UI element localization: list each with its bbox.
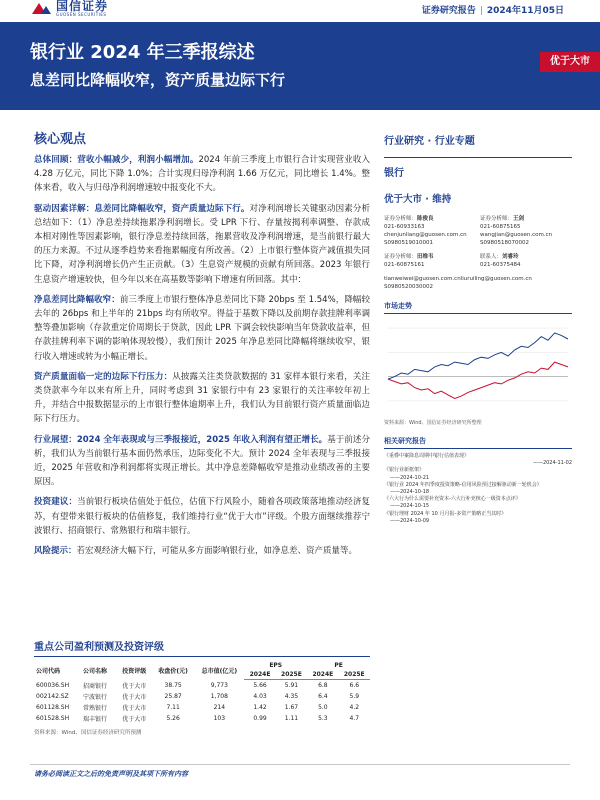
analyst-email-link[interactable]: chenjunliang@guosen.com.cn [384,232,467,238]
related-report-link[interactable]: 《银行业 2024 年四季度投资策略-信用风险预过接解驱动新一轮机会》 [384,481,542,488]
forecast-table-section [34,638,370,736]
shared-email-link[interactable]: tianweiwei@guosen.com.cnliuruiling@guosen.com.cn [384,276,532,282]
related-report-date: ——2024-10-18 [390,489,430,496]
footer-divider [30,764,570,765]
paragraph-risk: 风险提示：若宏观经济大幅下行，可能从多方面影响银行业，如净息差、资产质量等。 [34,546,358,557]
col-mktcap: 总市值(亿元) [201,667,238,675]
paragraph-outlook: 行业展望：2024 全年表现或与三季报接近，2025 年收入利润有望正增长。基于前述分析，我们认为当前银行基本面仍然承压，边际变化不大。预计 2024 全年表现与三季报接近，2025 年营收和净利润都将实现正增长。其中净息差降幅收窄是推动业绩改善的主要原因。 [34,434,370,488]
paragraph-asset-quality: 资产质量面临一定的边际下行压力：从披露关注类贷款数据的 31 家样本银行来看，关注类贷款率今年以来有所上升，同时考虑到 31 家银行中有 23 家银行的关注率较年初上升，并结合中报数据显示的上市银行整体逾期率上升，我们认为目前银行资产质量面临边际下行压力。 [34,371,370,425]
brand-name-cn: 国信证券 [56,0,109,13]
report-date: 2024年11月05日 [486,6,564,16]
analyst-card: 证券分析师：王剑 021-60875165 wangjian@guosen.com.cn S0980518070002 [480,215,572,247]
table-row: 002142.SZ 宁波银行 优于大市 25.87 1,708 4.03 4.35 6.4 5.9 [36,692,360,701]
analyst-card: 证券分析师：陈俊良 021-60933163 chenjunliang@guosen.com.cn S0980519010001 [384,215,480,247]
col-pe-2025: 2025E [339,670,370,680]
related-report-link[interactable]: 《银行理财 2024 年 10 月月报-多资产策略正当其时》 [384,510,507,517]
market-trend-chart [384,318,572,413]
brand-name-en: GUOSEN SECURITIES [56,12,107,17]
related-report-date: ——2024-10-21 [390,474,430,481]
divider [384,157,572,158]
col-eps: EPS [269,662,283,669]
analyst-card: 联系人：刘睿玲 021-60375484 [480,254,521,268]
report-type: 证券研究报告 [421,6,476,16]
related-report-link[interactable]: 《重叠中案降息周期中银行估值表现》 [384,453,470,459]
shared-contact: tianweiwei@guosen.com.cnliuruiling@guosen.com.cn S0980520030002 [384,275,572,291]
table-source: 资料来源：Wind、国信证券经济研究所预测 [34,729,142,736]
analyst-list [384,215,572,291]
col-rating: 投资评级 [122,667,147,675]
report-subtitle: 息差同比降幅收窄，资产质量边际下行 [30,71,286,89]
title-banner [0,22,600,110]
col-name: 公司名称 [83,667,108,675]
analyst-card: 证券分析师：田维韦 021-60875161 [384,254,434,268]
rating-badge: 优于大市 [540,52,600,72]
core-views [34,128,370,564]
analyst-email-link[interactable]: wangjian@guosen.com.cn [480,232,553,238]
chart-series-line-0 [388,333,568,379]
sidebar [384,132,572,525]
top-header [0,0,600,22]
col-eps-2025: 2025E [276,670,307,680]
brand-logo [32,0,108,17]
paragraph-overview: 总体回顾：营收小幅减少，利润小幅增加。2024 年前三季度上市银行合计实现营业收入 4.28 万亿元，同比下降 1.0%；合计实现归母净利润 1.66 万亿元，同比增长 1.4%。整体来看，收入与归母净利润增速较中报变化不大。 [34,155,370,194]
col-eps-2024: 2024E [244,670,275,680]
related-reports-title: 相关研究报告 [384,436,572,449]
core-views-heading: 核心观点 [34,132,87,147]
footer-disclaimer[interactable]: 请务必阅读正文之后的免责声明及其项下所有内容 [34,770,188,778]
related-report-link[interactable]: 《银行业新框架》 [384,467,425,474]
related-report-date: ——2024-10-09 [390,517,430,524]
table-row: 601128.SH 常熟银行 优于大市 7.11 214 1.42 1.67 5.0 4.2 [36,703,360,712]
chart-source: 资料来源：Wind、国信证券经济研究所整理 [384,420,482,426]
paragraph-drivers: 驱动因素详解：息差同比降幅收窄，资产质量边际下行。对净利润增长关键驱动因素分析总结如下：（1）净息差持续拖累净利润增长。受 LPR 下行、存量按揭利率调整、存款成本相对刚性等因素影响，银行净息差持续回落，拖累营收及净利润增速，是当前银行最大的压力来源。不过从逐季趋势来看拖累幅度有所改善。（2）上市银行整体资产减值损失同比下降，对净利润增长仍产生正贡献。（3）生息资产规模的贡献有所回落。2023 年银行生息资产增速较快，但今年以来在高基数等影响下增速有所回落。其中： [34,203,370,285]
related-reports-list [384,453,572,525]
industry-rating: 优于大市 · 维持 [384,194,452,205]
table-row: 601528.SH 瑞丰银行 优于大市 5.26 103 0.99 1.11 5.3 4.7 [36,714,360,723]
col-code: 公司代码 [36,667,61,675]
chart-series-line-1 [388,362,568,398]
report-title: 银行业 2024 年三季报综述 [30,42,255,63]
related-report-link[interactable]: 《六大行为什么需要补充资本-六大行补充核心一级资本点评》 [384,496,521,503]
table-row: 600036.SH 招商银行 优于大市 38.75 9,773 5.66 5.91 6.8 6.6 [36,681,360,690]
col-pe: PE [334,662,343,669]
col-price: 收盘价(元) [158,667,188,675]
report-category: 行业研究 · 行业专题 [384,136,475,147]
paragraph-nim: 净息差同比降幅收窄：前三季度上市银行整体净息差同比下降 20bps 至 1.54%，降幅较去年的 26bps 和上半年的 21bps 均有所收窄。得益于基数下降以及前期存款挂牌利率调整等叠加影响（存款重定价周期长于贷款，因此 LPR 下调会较快影响当年贷款收益率，但存款挂牌利率下调的影响体现较慢），我们预计 2025 年净息差同比降幅将继续收窄，银行收入增速或转为小幅正增长。 [34,294,370,362]
related-report-date: ——2024-11-02 [532,460,572,467]
col-pe-2024: 2024E [307,670,338,680]
related-report-date: ——2024-10-15 [390,503,430,510]
brand-mark-icon [32,2,52,16]
market-trend-title: 市场走势 [384,301,572,314]
paragraph-investment-advice: 投资建议：当前银行板块估值处于低位，估值下行风险小，随着各项政策落地推动经济复苏，有望带来银行板块的估值修复，我们维持行业“优于大市”评级。个股方面继续推荐宁波银行、招商银行、常熟银行和瑞丰银行。 [34,497,370,536]
industry-name: 银行 [384,168,404,179]
report-meta: 证券研究报告 | 2024年11月05日 [421,6,564,16]
forecast-table [34,661,370,724]
forecast-table-title: 重点公司盈利预测及投资评级 [34,638,370,657]
